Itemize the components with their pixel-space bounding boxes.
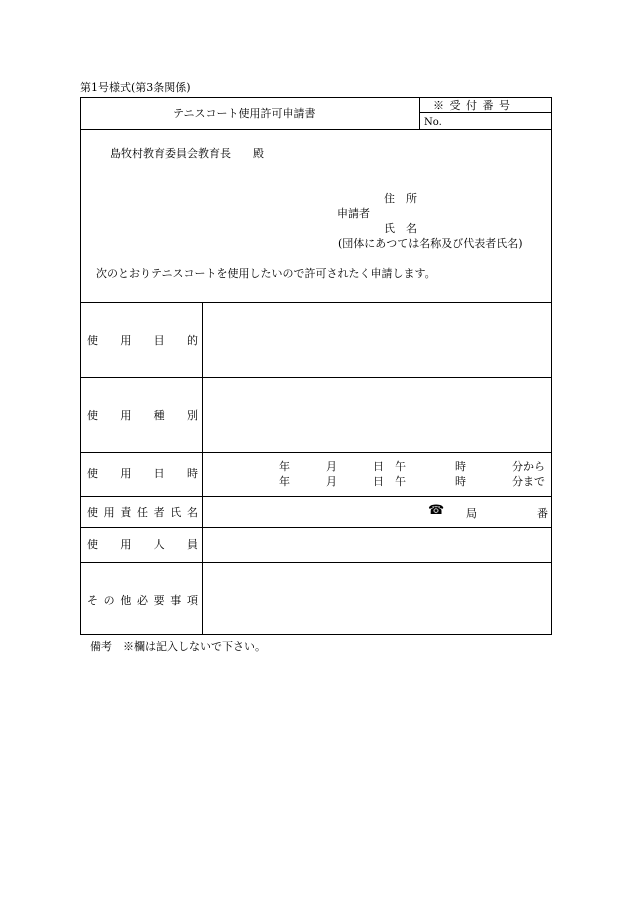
datetime-start-month: 月 (326, 460, 337, 473)
datetime-end-month: 月 (326, 475, 337, 488)
category-field[interactable] (203, 378, 552, 452)
datetime-start-minute: 分から (512, 460, 545, 473)
label-attendees: 使 用 人 員 (87, 538, 198, 551)
datetime-end-hour: 時 (455, 475, 466, 488)
label-purpose: 使 用 目 的 (87, 334, 198, 347)
remarks: 備考 ※欄は記入しないで下さい。 (90, 640, 266, 653)
receipt-no-field[interactable]: No. (424, 117, 442, 128)
purpose-field[interactable] (203, 303, 552, 377)
datetime-end-year: 年 (279, 475, 290, 488)
datetime-end-noon: 午 (395, 475, 406, 488)
label-responsible-person: 使 用 責 任 者 氏 名 (87, 506, 198, 519)
organization-note: (団体にあつては名称及び代表者氏名) (338, 237, 523, 250)
phone-number-label: 番 (537, 507, 548, 520)
phone-exchange-label: 局 (466, 507, 477, 520)
title-divider (419, 98, 420, 130)
request-text: 次のとおりテニスコートを使用したいので許可されたく申請します。 (96, 267, 436, 280)
receipt-number-header: ※ 受 付 番 号 (433, 99, 511, 112)
address-label: 住 所 (384, 192, 417, 205)
addressee: 島牧村教育委員会教育長 殿 (110, 147, 264, 160)
name-label: 氏 名 (384, 222, 417, 235)
application-form (80, 97, 552, 635)
label-datetime: 使 用 日 時 (87, 467, 198, 480)
datetime-start-year: 年 (279, 460, 290, 473)
title-row-bottom (81, 129, 552, 130)
telephone-icon: ☎ (428, 503, 445, 518)
datetime-start-hour: 時 (455, 460, 466, 473)
applicant-label: 申請者 (337, 207, 370, 220)
attendees-field[interactable] (203, 528, 552, 562)
datetime-end-minute: 分まで (512, 475, 545, 488)
datetime-start-noon: 午 (395, 460, 406, 473)
receipt-divider (419, 112, 552, 113)
label-other-matters: そ の 他 必 要 事 項 (87, 594, 198, 607)
form-number: 第1号様式(第3条関係) (80, 81, 191, 94)
other-matters-field[interactable] (203, 563, 552, 635)
responsible-person-field[interactable] (203, 497, 552, 527)
datetime-start-day: 日 (373, 460, 384, 473)
label-category: 使 用 種 別 (87, 409, 198, 422)
form-title: テニスコート使用許可申請書 (173, 107, 316, 120)
datetime-end-day: 日 (373, 475, 384, 488)
